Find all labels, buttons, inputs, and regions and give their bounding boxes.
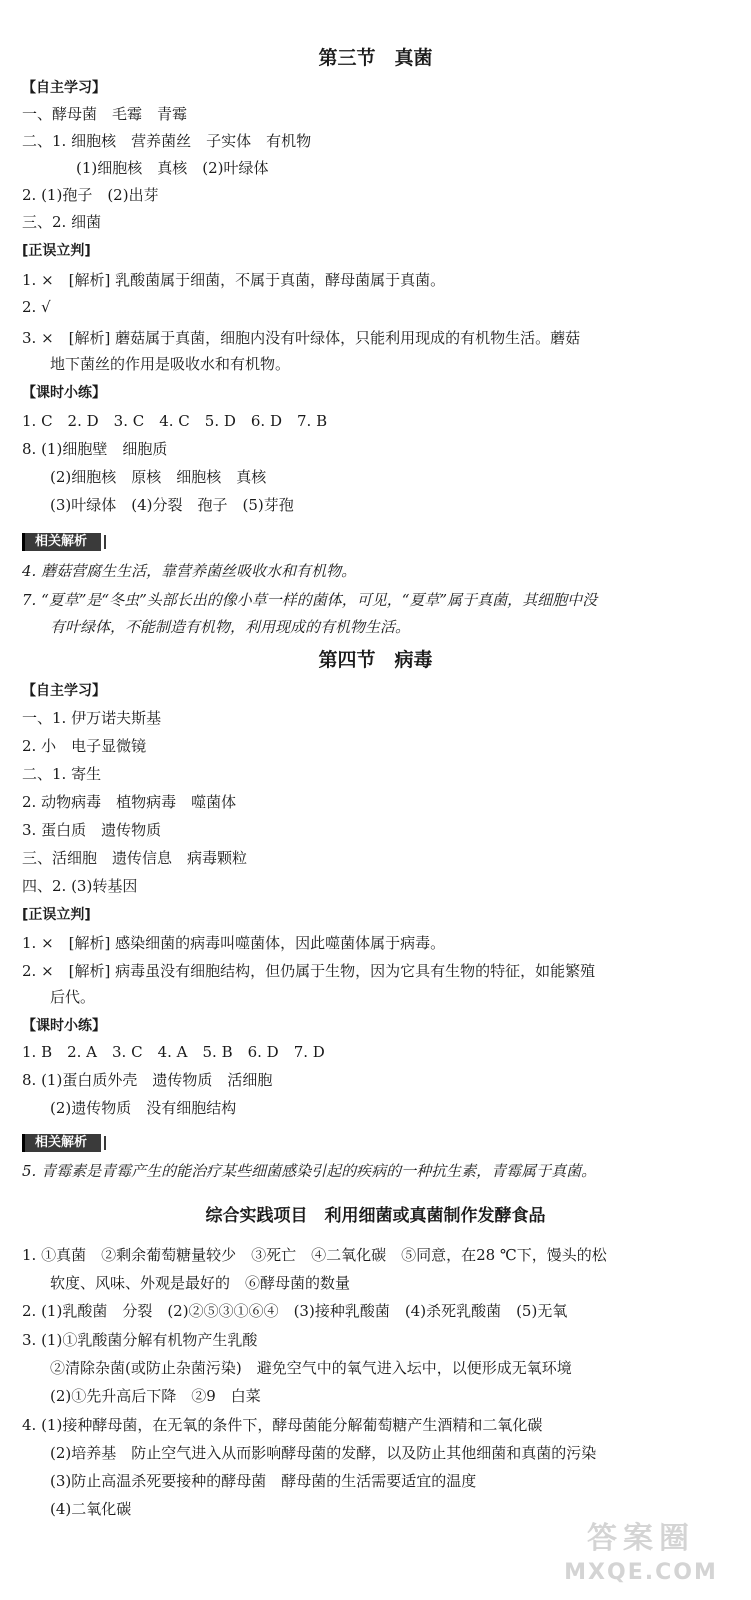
heading-self-study: 【自主学习】 — [22, 683, 106, 699]
answer-line: 1. × [解析] 感染细菌的病毒叫噬菌体，因此噬菌体属于病毒。 — [22, 934, 446, 952]
answer-line: 四、2. (3)转基因 — [22, 877, 138, 895]
heading-practice: 【课时小练】 — [22, 1018, 106, 1034]
watermark-logo-text: 答案圈 — [587, 1521, 695, 1556]
answer-line: (2)培养基 防止空气进入从而影响酵母菌的发酵，以及防止其他细菌和真菌的污染 — [50, 1444, 597, 1462]
related-analysis-tag: 相关解析 — [22, 1134, 101, 1152]
answer-line: (2)遗传物质 没有细胞结构 — [50, 1099, 237, 1117]
answer-line: 2. 小 电子显微镜 — [22, 737, 147, 755]
heading-judge: [正误立判] — [22, 243, 91, 259]
answer-line: 3. (1)①乳酸菌分解有机物产生乳酸 — [22, 1331, 258, 1349]
answer-line: 后代。 — [50, 988, 96, 1006]
analysis-line: 5. 青霉素是青霉产生的能治疗某些细菌感染引起的疾病的一种抗生素，青霉属于真菌。 — [22, 1162, 597, 1180]
answer-line: 三、活细胞 遗传信息 病毒颗粒 — [22, 849, 248, 867]
related-analysis-tag: 相关解析 — [22, 533, 101, 551]
answer-line: 1. ①真菌 ②剩余葡萄糖量较少 ③死亡 ④二氧化碳 ⑤同意，在28 ℃下，馒头的松 — [22, 1246, 607, 1264]
answer-line: 4. (1)接种酵母菌，在无氧的条件下，酵母菌能分解葡萄糖产生酒精和二氧化碳 — [22, 1416, 543, 1434]
answer-line: (3)叶绿体 (4)分裂 孢子 (5)芽孢 — [50, 496, 294, 514]
analysis-line: 7. “夏草”是“冬虫”头部长出的像小草一样的菌体，可见，“夏草”属于真菌，其细胞中没 — [22, 591, 598, 609]
answer-line: 二、1. 寄生 — [22, 765, 102, 783]
section-title-fungi: 第三节 真菌 — [318, 47, 433, 69]
answer-line: 2. × [解析] 病毒虽没有细胞结构，但仍属于生物，因为它具有生物的特征，如能繁殖 — [22, 962, 596, 980]
answer-line: (4)二氧化碳 — [50, 1500, 132, 1518]
heading-judge: [正误立判] — [22, 907, 91, 923]
answer-line: 2. √ — [22, 298, 51, 316]
answer-line: 一、酵母菌 毛霉 青霉 — [22, 105, 188, 123]
answer-line: 一、1. 伊万诺夫斯基 — [22, 709, 162, 727]
answer-line: 1. C 2. D 3. C 4. C 5. D 6. D 7. B — [22, 412, 328, 430]
answer-line: 三、2. 细菌 — [22, 213, 102, 231]
answer-line: (2)①先升高后下降 ②9 白菜 — [50, 1387, 261, 1405]
analysis-line: 有叶绿体，不能制造有机物，利用现成的有机物生活。 — [50, 618, 411, 636]
answer-line: 8. (1)蛋白质外壳 遗传物质 活细胞 — [22, 1071, 273, 1089]
answer-line: ②清除杂菌(或防止杂菌污染) 避免空气中的氧气进入坛中，以便形成无氧环境 — [50, 1359, 572, 1377]
answer-line: 3. × [解析] 蘑菇属于真菌，细胞内没有叶绿体，只能利用现成的有机物生活。蘑菇 — [22, 329, 581, 347]
answer-line: 二、1. 细胞核 营养菌丝 子实体 有机物 — [22, 132, 312, 150]
answer-line: 软度、风味、外观是最好的 ⑥酵母菌的数量 — [50, 1274, 351, 1292]
section-title-virus: 第四节 病毒 — [318, 649, 433, 671]
answer-line: (3)防止高温杀死要接种的酵母菌 酵母菌的生活需要适宜的温度 — [50, 1472, 477, 1490]
project-title: 综合实践项目 利用细菌或真菌制作发酵食品 — [205, 1206, 546, 1226]
answer-line: 8. (1)细胞壁 细胞质 — [22, 440, 168, 458]
answer-line: 1. B 2. A 3. C 4. A 5. B 6. D 7. D — [22, 1043, 325, 1061]
answer-line: 地下菌丝的作用是吸收水和有机物。 — [50, 355, 291, 373]
answer-line: 1. × [解析] 乳酸菌属于细菌，不属于真菌，酵母菌属于真菌。 — [22, 271, 446, 289]
answer-line: 3. 蛋白质 遗传物质 — [22, 821, 162, 839]
answer-line: (1)细胞核 真核 (2)叶绿体 — [76, 159, 269, 177]
analysis-line: 4. 蘑菇营腐生生活，靠营养菌丝吸收水和有机物。 — [22, 562, 357, 580]
answer-line: (2)细胞核 原核 细胞核 真核 — [50, 468, 267, 486]
site-watermark — [541, 1519, 741, 1594]
answer-line: 2. (1)乳酸菌 分裂 (2)②⑤③①⑥④ (3)接种乳酸菌 (4)杀死乳酸菌 (5)无氧 — [22, 1302, 568, 1320]
heading-self-study: 【自主学习】 — [22, 80, 106, 96]
heading-practice: 【课时小练】 — [22, 385, 106, 401]
answer-line: 2. 动物病毒 植物病毒 噬菌体 — [22, 793, 237, 811]
answer-line: 2. (1)孢子 (2)出芽 — [22, 186, 159, 204]
watermark-domain: MXQE.COM — [564, 1560, 718, 1585]
